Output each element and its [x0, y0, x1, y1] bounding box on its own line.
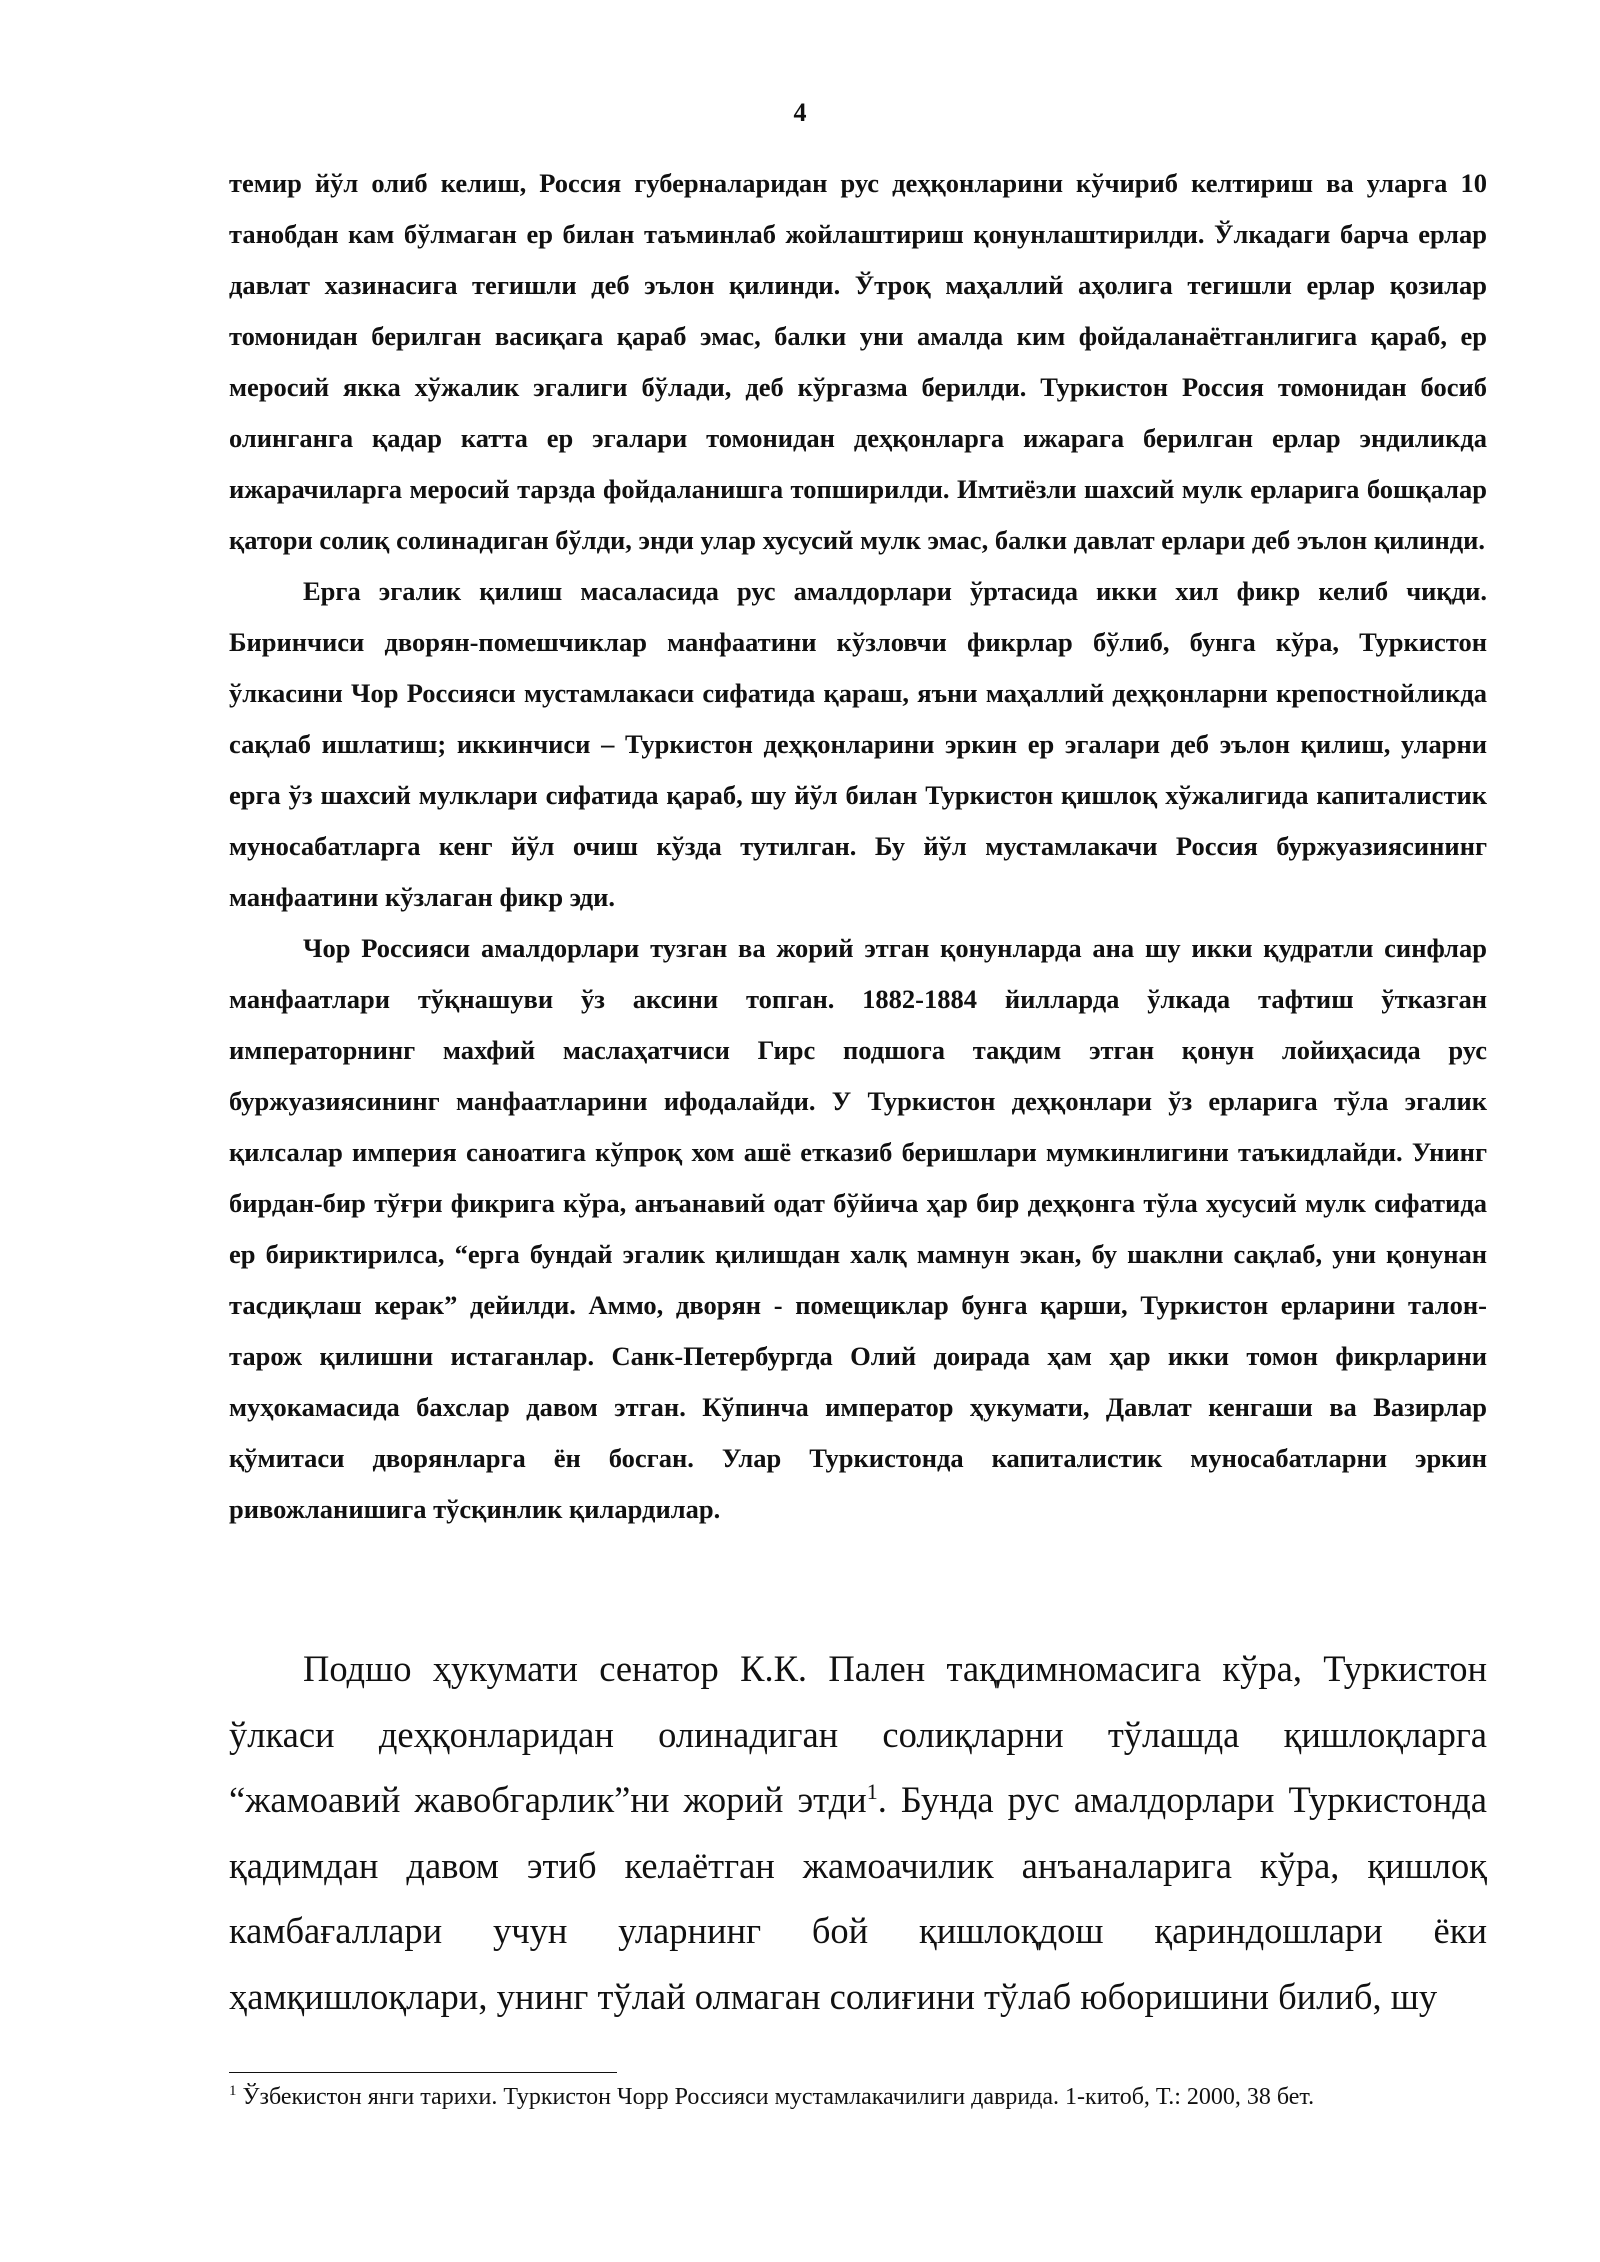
paragraph-bold-2: Ерга эгалик қилиш масаласида рус амалдорлари ўртасида икки хил фикр келиб чиқди. Биринчиси дворян-помешчиклар манфаатини кўзловчи фикрлар бўлиб, бунга кўра, Туркистон ўлкасини Чор Россияси мустамлакаси сифатида қараш, яъни маҳаллий деҳқонларни крепостнойликда сақлаб ишлатиш; иккинчиси – Туркистон деҳқонларини эркин ер эгалари деб эълон қилиш, уларни ерга ўз шахсий мулклари сифатида қараб, шу йўл билан Туркистон қишлоқ хўжалигида капиталистик муносабатларга кенг йўл очиш кўзда тутилган. Бу йўл мустамлакачи Россия буржуазиясининг манфаатини кўзлаган фикр эди. [229, 576, 1487, 912]
footnote-text: Ўзбекистон янги тарихи. Туркистон Чорр Россияси мустамлакачилиги даврида. 1-китоб, Т.: 2000, 38 бет. [236, 2084, 1315, 2110]
bold-text-block [229, 158, 1487, 1535]
paragraph-text-before-ref: Подшо ҳукумати сенатор К.К. Пален тақдимномасига кўра, Туркистон ўлкаси деҳқонларидан олинадиган солиқларни тўлашда қишлоқларга “жамоавий жавобгарлик”ни жорий этди [229, 1648, 1487, 1820]
paragraph-bold-1: темир йўл олиб келиш, Россия губерналаридан рус деҳқонларини кўчириб келтириш ва уларга 10 танобдан кам бўлмаган ер билан таъминлаб жойлаштириш қонунлаштирилди. Ўлкадаги барча ерлар давлат хазинасига тегишли деб эълон қилинди. Ўтроқ маҳаллий аҳолига тегишли ерлар қозилар томонидан берилган васиқага қараб эмас, балки уни амалда ким фойдаланаётганлигига қараб, ер меросий якка хўжалик эгалиги бўлади, деб кўргазма берилди. Туркистон Россия томонидан босиб олинганга қадар катта ер эгалари томонидан деҳқонларга ижарага берилган ерлар эндиликда ижарачиларга меросий тарзда фойдаланишга топширилди. Имтиёзли шахсий мулк ерларига бошқалар қатори солиқ солинадиган бўлди, энди улар хусусий мулк эмас, балки давлат ерлари деб эълон қилинди. [229, 168, 1487, 555]
footnote-separator [229, 2072, 617, 2073]
footnote-reference[interactable]: 1 [866, 1778, 878, 1804]
footnote [229, 2080, 1487, 2114]
page-number: 4 [793, 98, 807, 127]
paragraph-normal [229, 1636, 1487, 2029]
paragraph-bold-3: Чор Россияси амалдорлари тузган ва жорий этган қонунларда ана шу икки қудратли синфлар манфаатлари тўқнашуви ўз аксини топган. 1882-1884 йилларда ўлкада тафтиш ўтказган императорнинг махфий маслаҳатчиси Гирс подшога тақдим этган қонун лойиҳасида рус буржуазиясининг манфаатларини ифодалайди. У Туркистон деҳқонлари ўз ерларига тўла эгалик қилсалар империя саноатига кўпроқ хом ашё етказиб беришлари мумкинлигини таъкидлайди. Унинг бирдан-бир тўғри фикрига кўра, анъанавий одат бўйича ҳар бир деҳқонга тўла хусусий мулк сифатида ер бириктирилса, “ерга бундай эгалик қилишдан халқ мамнун экан, бу шаклни сақлаб, уни қонунан тасдиқлаш керак” дейилди. Аммо, дворян - помещиклар бунга қарши, Туркистон ерларини талон-тарож қилишни истаганлар. Санк-Петербургда Олий доирада ҳам ҳар икки томон фикрларини муҳокамасида бахслар давом этган. Кўпинча император ҳукумати, Давлат кенгаши ва Вазирлар қўмитаси дворянларга ён босган. Улар Туркистонда капиталистик муносабатларни эркин ривожланишига тўсқинлик қилардилар. [229, 933, 1487, 1524]
paragraph-text-after-ref: . Бунда рус амалдорлари Туркистонда қадимдан давом этиб келаётган жамоачилик анъаналарига кўра, қишлоқ камбағаллари учун уларнинг бой қишлоқдош қариндошлари ёки ҳамқишлоқлари, унинг тўлай олмаган солиғини тўлаб юборишини билиб, шу [229, 1779, 1487, 2017]
normal-text-block [229, 1636, 1487, 2029]
footnote-number: 1 [229, 2083, 237, 2099]
